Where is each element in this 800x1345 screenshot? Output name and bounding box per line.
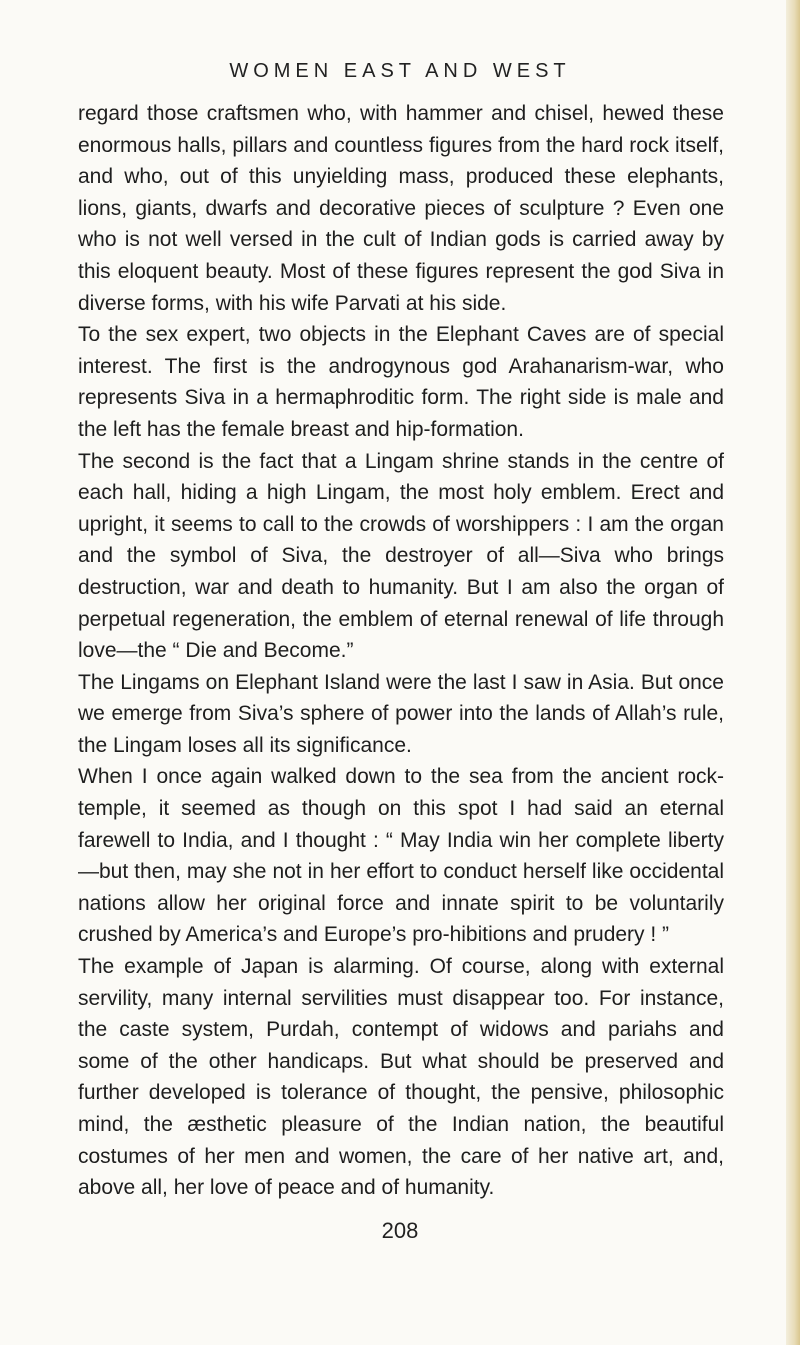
- paragraph: To the sex expert, two objects in the Elephant Caves are of special interest. The first is the androgynous god Arahanarism-war, who represents Siva in a hermaphroditic form. The right side is male and the left has the female breast and hip-formation.: [78, 323, 724, 441]
- page-number: 208: [381, 1218, 419, 1243]
- paragraph: The example of Japan is alarming. Of course, along with external servility, many internal servilities must disappear too. For instance, the caste system, Purdah, contempt of widows and pariahs and some of the other handicaps. But what should be preserved and further developed is tolerance of thought, the pensive, philosophic mind, the æsthetic pleasure of the Indian nation, the beautiful costumes of her men and women, the care of her native art, and, above all, her love of peace and of humanity.: [78, 955, 724, 1200]
- running-head: WOMEN EAST AND WEST: [229, 60, 571, 82]
- paragraph: regard those craftsmen who, with hammer and chisel, hewed these enormous halls, pillars and countless figures from the hard rock itself, and who, out of this unyielding mass, produced these elephants, lions, giants, dwarfs and decorative pieces of sculpture ? Even one who is not well versed in the cult of Indian gods is carried away by this eloquent beauty. Most of these figures represent the god Siva in diverse forms, with his wife Parvati at his side.: [78, 102, 724, 315]
- paragraph: The Lingams on Elephant Island were the last I saw in Asia. But once we emerge from Siva’s sphere of power into the lands of Allah’s rule, the Lingam loses all its significance.: [78, 670, 724, 757]
- body-text: [78, 98, 724, 1204]
- page-edge: [786, 0, 800, 1345]
- paragraph: The second is the fact that a Lingam shrine stands in the centre of each hall, hiding a high Lingam, the most holy emblem. Erect and upright, it seems to call to the crowds of worshippers : I am the organ and the symbol of Siva, the destroyer of all—Siva who brings destruction, war and death to humanity. But I am also the organ of perpetual regeneration, the emblem of eternal renewal of life through love—the “ Die and Become.”: [78, 449, 724, 663]
- paragraph: When I once again walked down to the sea from the ancient rock-temple, it seemed as though on this spot I had said an eternal farewell to India, and I thought : “ May India win her complete liberty—but then, may she not in her effort to conduct herself like occidental nations allow her original force and innate spirit to be voluntarily crushed by America’s and Europe’s pro-hibitions and prudery ! ”: [78, 765, 724, 947]
